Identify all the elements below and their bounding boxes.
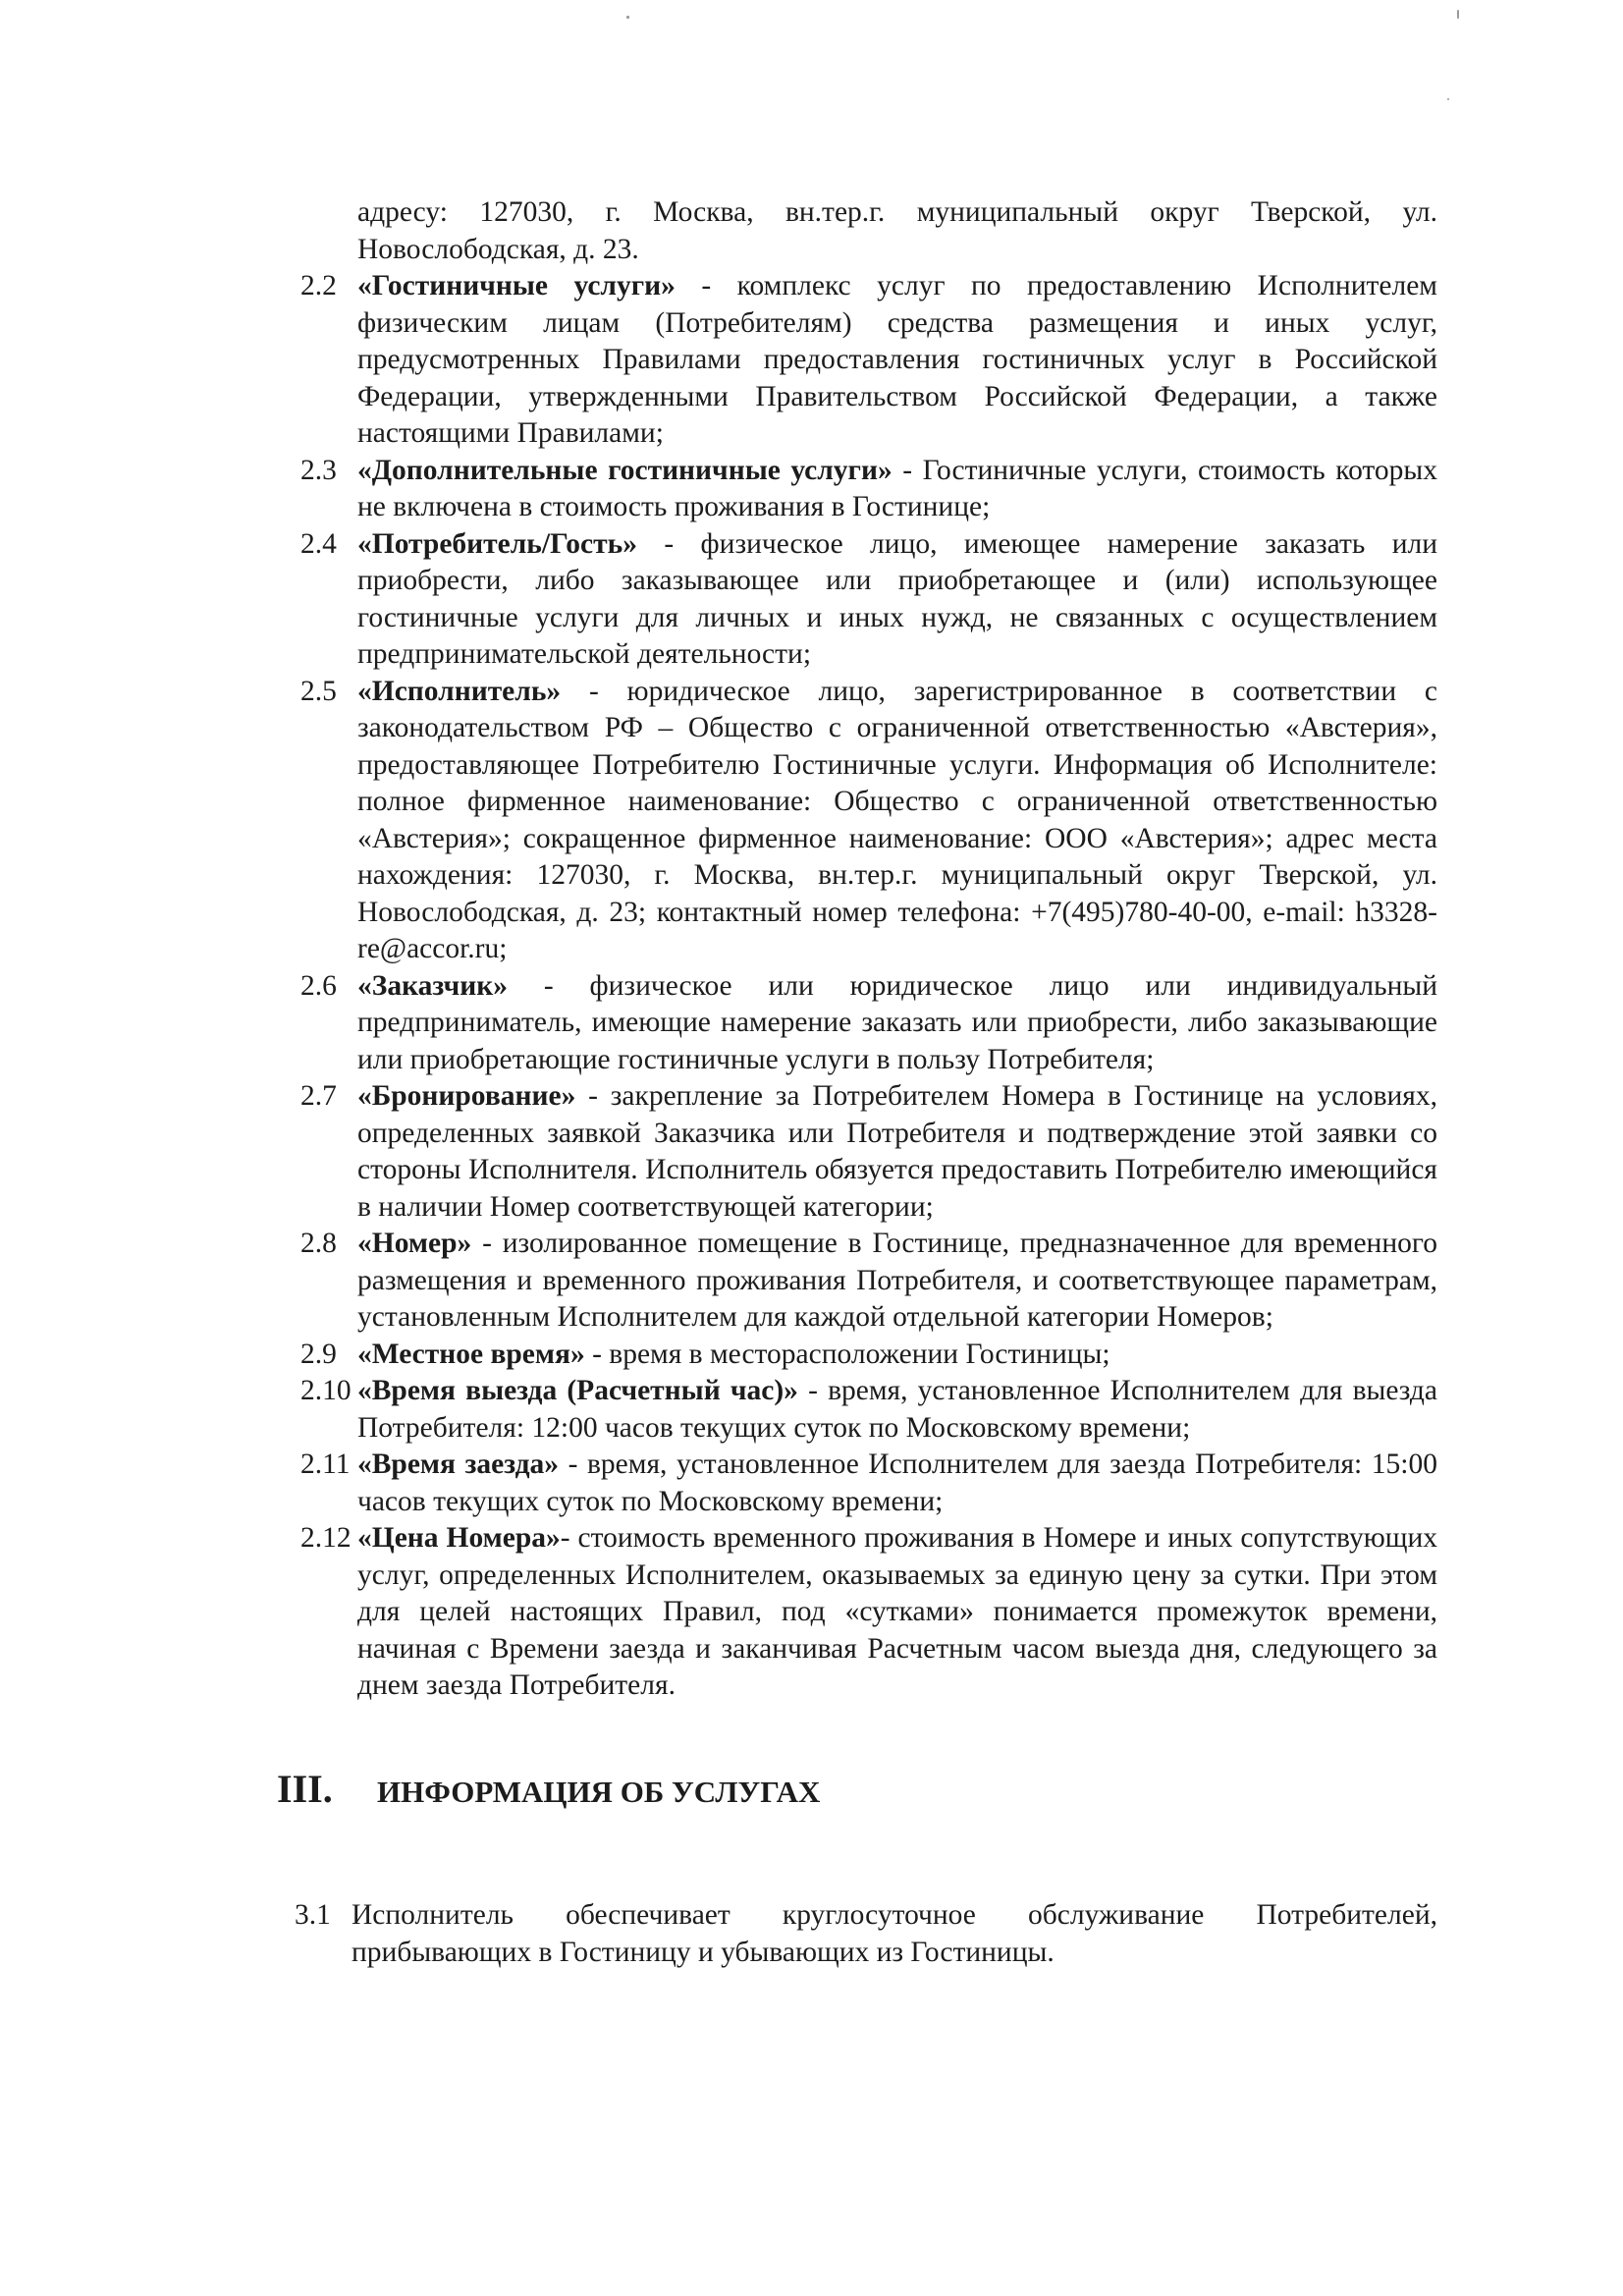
list-item — [300, 1337, 1437, 1374]
item-text: - стоимость временного проживания в Номере и иных сопутствующих услуг, определенных Исполнителем, оказываемых за единую цену за сутки. При этом для целей настоящих Правил, под «сутками» понимается промежуток времени, начиная с Времени заезда и заканчивая Расчетным часом выезда дня, следующего за днем заезда Потребителя. — [357, 1522, 1438, 1701]
section-heading — [277, 1766, 820, 1812]
list-item — [300, 1373, 1437, 1447]
item-number: 2.4 — [300, 527, 337, 560]
item-number: 3.1 — [295, 1899, 331, 1931]
section-title: ИНФОРМАЦИЯ ОБ УСЛУГАХ — [377, 1775, 821, 1809]
list-item — [300, 526, 1437, 674]
item-number: 2.11 — [300, 1449, 351, 1480]
item-text: Исполнитель обеспечивает круглосуточное обслуживание Потребителей, прибывающих в Гостиницу и убывающих из Гостиницы. — [352, 1899, 1437, 1968]
intro-paragraph: адресу: 127030, г. Москва, вн.тер.г. муниципальный округ Тверской, ул. Новослободская, д. 23. — [357, 196, 1437, 265]
list-item — [300, 968, 1437, 1079]
item-term: «Цена Номера» — [357, 1522, 561, 1554]
list-item — [300, 674, 1437, 968]
list-item — [300, 1447, 1437, 1520]
item-number: 2.10 — [300, 1375, 352, 1406]
item-text: - изолированное помещение в Гостинице, предназначенное для временного размещения и временного проживания Потребителя, и соответствующее параметрам, установленным Исполнителем для каждой отдельной категории Номеров; — [357, 1228, 1437, 1333]
item-text: - юридическое лицо, зарегистрированное в соответствии с законодательством РФ – Общество с ограниченной ответственностью «Австерия», предоставляющее Потребителю Гостиничные услуги. Информация об Исполнителе: полное фирменное наименование: Общество с ограниченной ответственностью «Австерия»; сокращенное фирменное наименование: ООО «Австерия»; адрес места нахождения: 127030, г. Москва, вн.тер.г. муниципальный округ Тверской, ул. Новослободская, д. 23; контактный номер телефона: +7(495)780-40-00, e-mail: h3328-re@accor.ru; — [357, 675, 1437, 964]
item-text: - время, установленное Исполнителем для заезда Потребителя: 15:00 часов текущих суток по Московскому времени; — [357, 1449, 1437, 1517]
item-term: «Номер» — [357, 1228, 472, 1259]
section-number: III. — [277, 1767, 333, 1811]
scan-speck — [1447, 98, 1449, 100]
item-number: 2.5 — [300, 675, 337, 707]
section-3-list — [295, 1897, 1437, 1971]
list-item — [300, 1078, 1437, 1226]
item-text: - физическое или юридическое лицо или индивидуальный предприниматель, имеющие намерение заказать или приобрести, либо заказывающие или приобретающие гостиничные услуги в пользу Потребителя; — [357, 969, 1437, 1075]
item-term: «Гостиничные услуги» — [357, 270, 676, 301]
item-number: 2.2 — [300, 270, 337, 301]
scan-speck — [1457, 10, 1459, 19]
list-item — [300, 453, 1437, 526]
item-number: 2.3 — [300, 454, 337, 486]
list-item — [295, 1897, 1437, 1971]
list-item — [300, 1226, 1437, 1337]
item-term: «Время заезда» — [357, 1449, 560, 1480]
list-item — [300, 268, 1437, 453]
item-text: - физическое лицо, имеющее намерение заказать или приобрести, либо заказывающее или приобретающее и (или) использующее гостиничные услуги для личных и иных нужд, не связанных с осуществлением предпринимательской деятельности; — [357, 527, 1437, 670]
item-term: «Местное время» — [357, 1338, 585, 1370]
item-term: «Исполнитель» — [357, 675, 562, 707]
scan-speck — [626, 16, 629, 19]
item-number: 2.12 — [300, 1522, 352, 1554]
item-text: - время в месторасположении Гостиницы; — [584, 1338, 1110, 1370]
item-number: 2.9 — [300, 1338, 337, 1370]
item-term: «Дополнительные гостиничные услуги» — [357, 454, 893, 486]
item-text: - закрепление за Потребителем Номера в Гостинице на условиях, определенных заявкой Заказчика или Потребителя и подтверждение этой заявки со стороны Исполнителя. Исполнитель обязуется предоставить Потребителю имеющийся в наличии Номер соответствующей категории; — [357, 1080, 1437, 1223]
item-number: 2.6 — [300, 969, 337, 1002]
item-number: 2.7 — [300, 1080, 337, 1112]
item-text: - комплекс услуг по предоставлению Исполнителем физическим лицам (Потребителям) средства размещения и иных услуг, предусмотренных Правилами предоставления гостиничных услуг в Российской Федерации, утвержденными Правительством Российской Федерации, а также настоящими Правилами; — [357, 270, 1437, 449]
item-term: «Заказчик» — [357, 969, 509, 1002]
item-text: - время, установленное Исполнителем для выезда Потребителя: 12:00 часов текущих суток по Московскому времени; — [357, 1375, 1437, 1444]
item-term: «Потребитель/Гость» — [357, 527, 637, 560]
list-item — [300, 1520, 1437, 1705]
item-number: 2.8 — [300, 1228, 337, 1259]
definitions-list — [300, 194, 1437, 1705]
item-term: «Время выезда (Расчетный час)» — [357, 1375, 798, 1406]
item-text: - Гостиничные услуги, стоимость которых не включена в стоимость проживания в Гостинице; — [357, 454, 1437, 522]
item-term: «Бронирование» — [357, 1080, 576, 1112]
